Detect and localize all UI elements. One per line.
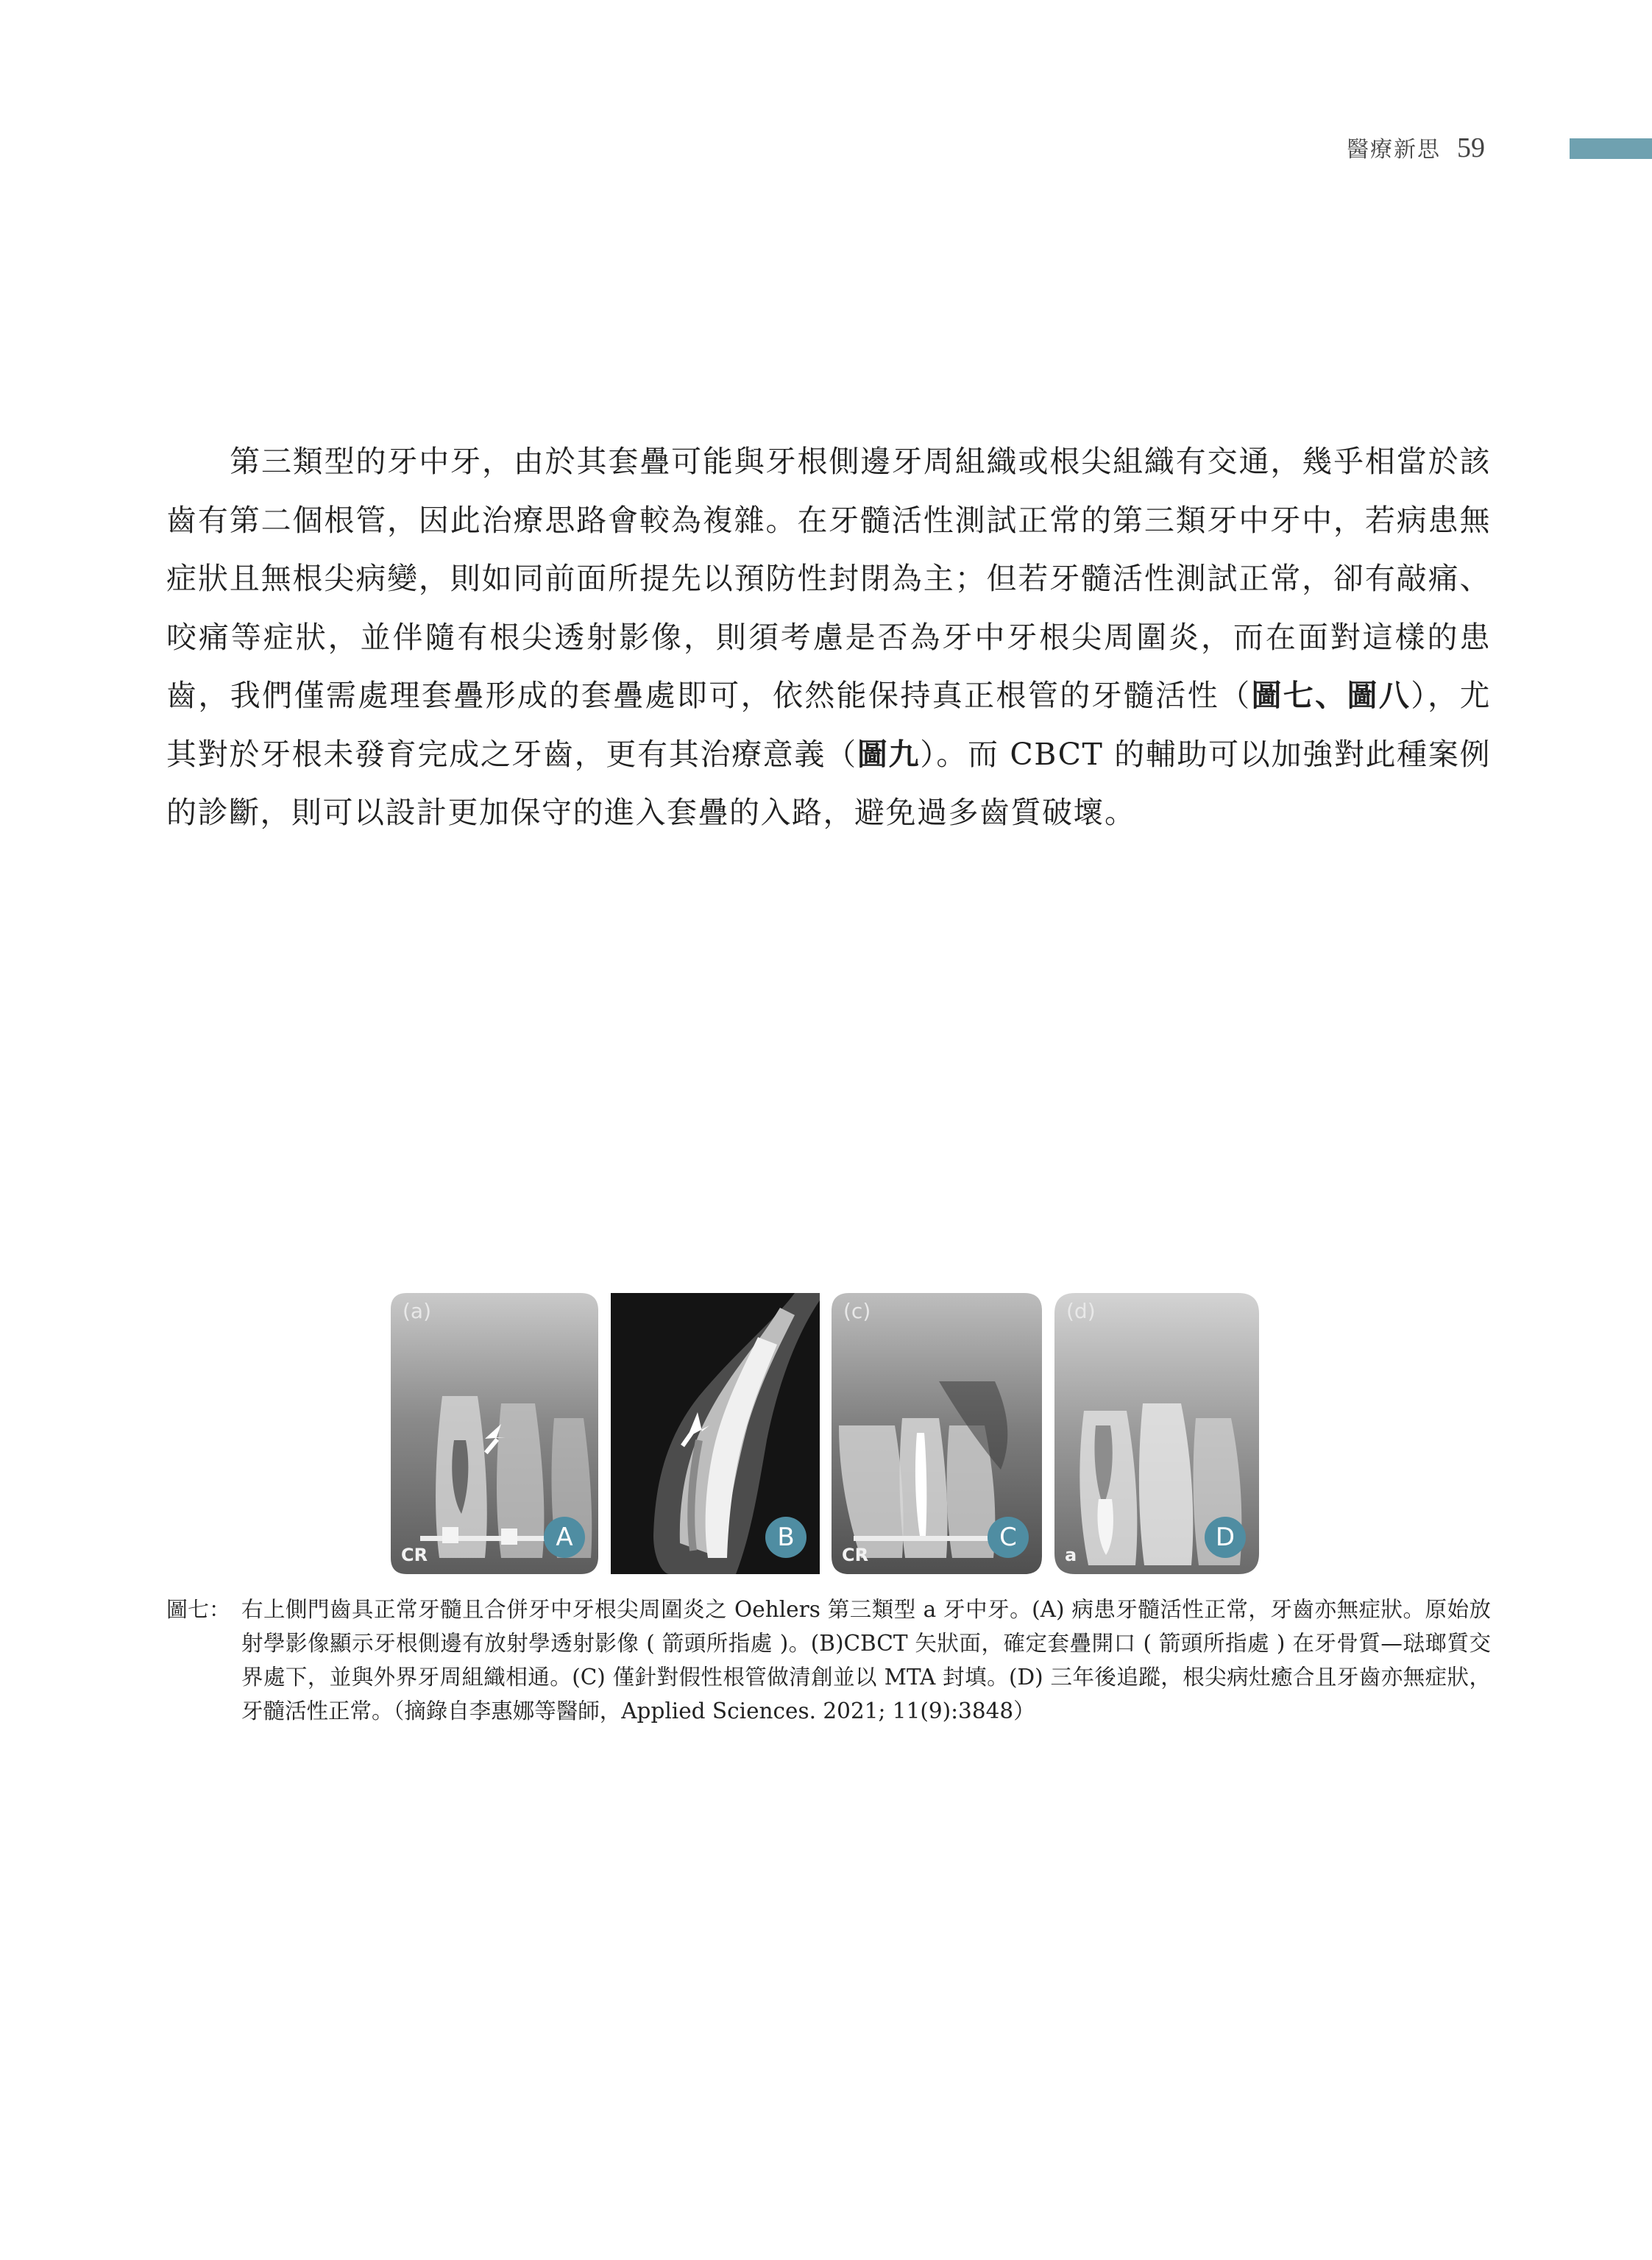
panel-a-corner-mark: CR	[401, 1545, 428, 1565]
header-accent-bar	[1570, 138, 1652, 159]
panel-d-corner-mark: a	[1065, 1545, 1077, 1565]
body-text-part-3: ）。而 CBCT 的輔助可以加強對此種案例的診斷，則可以設計更加保守的進入套疊的入路，避免過多齒質破壞。	[166, 736, 1492, 830]
figure-7	[391, 1293, 1259, 1574]
figure-panel-b	[611, 1293, 820, 1574]
body-paragraph	[166, 433, 1491, 843]
figure-panel-c	[832, 1293, 1042, 1574]
caption-label: 圖七：	[166, 1597, 231, 1622]
panel-c-badge: C	[988, 1517, 1029, 1558]
running-header	[1347, 131, 1485, 164]
caption-text: 右上側門齒具正常牙髓且合併牙中牙根尖周圍炎之 Oehlers 第三類型 a 牙中牙。(A) 病患牙髓活性正常，牙齒亦無症狀。原始放射學影像顯示牙根側邊有放射學透射影像 ( 箭頭所指處 )。(B)CBCT 矢狀面，確定套疊開口 ( 箭頭所指處 ) 在牙骨質—琺瑯質交界處下，並與外界牙周組織相通。(C) 僅針對假性根管做清創並以 MTA 封填。(D) 三年後追蹤，根尖病灶癒合且牙齒亦無症狀，牙髓活性正常。（摘錄自李惠娜等醫師，Applied Sciences. 2021; 11(9):3848）	[241, 1597, 1491, 1724]
body-text-part-1: 第三類型的牙中牙，由於其套疊可能與牙根側邊牙周組織或根尖組織有交通，幾乎相當於該齒有第二個根管，因此治療思路會較為複雜。在牙髓活性測試正常的第三類牙中牙中，若病患無症狀且無根尖病變，則如同前面所提先以預防性封閉為主；但若牙髓活性測試正常，卻有敲痛、咬痛等症狀，並伴隨有根尖透射影像，則須考慮是否為牙中牙根尖周圍炎，而在面對這樣的患齒，我們僅需處理套疊形成的套疊處即可，依然能保持真正根管的牙髓活性（	[166, 444, 1491, 713]
figure-reference-7-8: 圖七、圖八	[1251, 678, 1411, 713]
body-text-part-2: ），尤其對於牙根未發育完成之牙齒，更有其治療意義（	[166, 678, 1492, 772]
panel-d-badge: D	[1205, 1517, 1246, 1558]
panel-a-letter: (a)	[403, 1299, 432, 1323]
panel-c-letter: (c)	[843, 1299, 871, 1323]
panel-b-badge: B	[765, 1517, 806, 1558]
page-number: 59	[1457, 132, 1485, 163]
figure-panel-a	[391, 1293, 598, 1574]
figure-caption	[166, 1593, 1491, 1728]
panel-d-letter: (d)	[1066, 1299, 1096, 1323]
panel-a-badge: A	[544, 1517, 585, 1558]
section-title: 醫療新思	[1347, 137, 1441, 163]
figure-panel-d	[1054, 1293, 1259, 1574]
figure-reference-9: 圖九	[857, 736, 921, 772]
panel-c-corner-mark: CR	[842, 1545, 869, 1565]
